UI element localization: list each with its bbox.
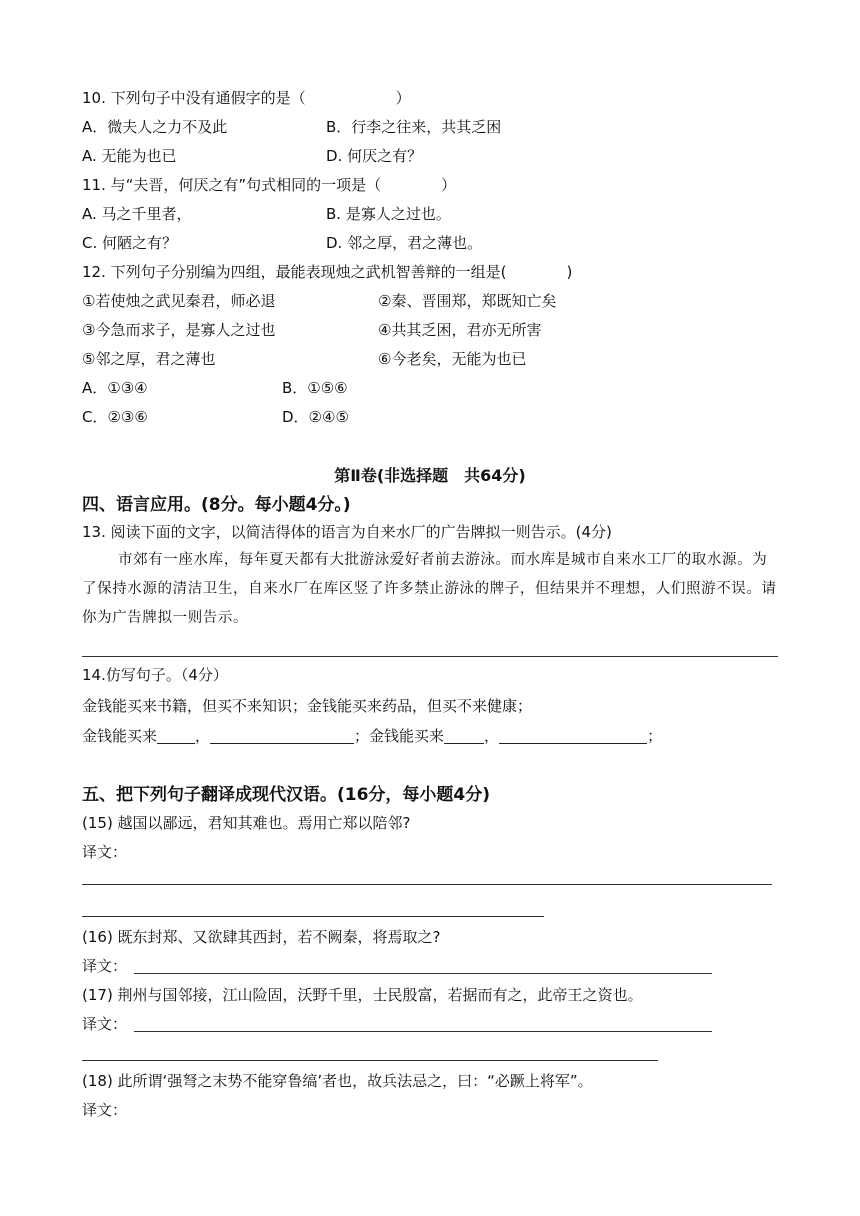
q10-option-c: A. 无能为也已 xyxy=(82,147,177,165)
q14-blank-3[interactable] xyxy=(444,728,484,744)
q10-stem: 10. 下列句子中没有通假字的是（ ） xyxy=(82,89,411,107)
q14-blank-4[interactable] xyxy=(499,728,647,744)
q14-fragment-3: ；金钱能买来 xyxy=(354,727,445,745)
q12-sentence-1: ①若使烛之武见秦君，师必退 xyxy=(82,292,276,310)
q18-translation-label: 译文： xyxy=(82,1101,128,1119)
q12-stem: 12. 下列句子分别编为四组，最能表现烛之武机智善辩的一组是( ) xyxy=(82,263,573,281)
q15-answer-line-2[interactable] xyxy=(82,916,544,917)
q17-answer-line-2[interactable] xyxy=(82,1060,658,1061)
q11-option-d: D. 邻之厚，君之薄也。 xyxy=(326,234,483,252)
q17-answer-line-1[interactable] xyxy=(134,1031,712,1032)
q11-option-a: A. 马之千里者， xyxy=(82,205,192,223)
q14-fragment-4: ， xyxy=(484,727,500,745)
q16-answer-line[interactable] xyxy=(134,973,712,974)
q12-sentence-5: ⑤邻之厚，君之薄也 xyxy=(82,350,216,368)
q10-option-b: B．行李之往来，共其乏困 xyxy=(326,118,502,136)
q11-stem: 11. 与“夫晋，何厌之有”句式相同的一项是（ ） xyxy=(82,176,457,194)
q10-option-d: D. 何厌之有？ xyxy=(326,147,423,165)
q14-fragment-1: 金钱能买来 xyxy=(82,727,158,745)
q13-passage: 市郊有一座水库，每年夏天都有大批游泳爱好者前去游泳。而水库是城市自来水工厂的取水源。为了保持水源的清洁卫生，自来水厂在库区竖了许多禁止游泳的牌子，但结果并不理想，人们照游不误。请你为广告牌拟一则告示。 xyxy=(82,552,777,626)
q18-stem: (18) 此所谓‘强弩之末势不能穿鲁缟’者也，故兵法忌之，曰：“必蹶上将军”。 xyxy=(82,1072,593,1090)
q12-sentence-2: ②秦、晋围郑，郑既知亡矣 xyxy=(378,292,557,310)
q12-option-b: B．①⑤⑥ xyxy=(282,379,348,397)
q15-translation-label: 译文： xyxy=(82,843,128,861)
q12-sentence-4: ④共其乏困，君亦无所害 xyxy=(378,321,542,339)
q14-blank-1[interactable] xyxy=(157,728,195,744)
q17-stem: (17) 荆州与国邻接，江山险固，沃野千里，士民殷富，若据而有之，此帝王之资也。 xyxy=(82,986,643,1004)
q16-stem: (16) 既东封郑、又欲肆其西封，若不阙秦，将焉取之? xyxy=(82,928,441,946)
q16-translation-label: 译文： xyxy=(82,957,128,975)
q14-blank-2[interactable] xyxy=(210,728,354,744)
q15-answer-line-1[interactable] xyxy=(82,884,772,885)
q11-option-b: B. 是寡人之过也。 xyxy=(326,205,451,223)
q11-option-c: C. 何陋之有？ xyxy=(82,234,178,252)
q12-sentence-6: ⑥今老矣，无能为也已 xyxy=(378,350,527,368)
q14-fill-line xyxy=(82,726,662,746)
section-5-title: 五、把下列句子翻译成现代汉语。(16分，每小题4分) xyxy=(82,785,491,805)
q12-sentence-3: ③今急而求子，是寡人之过也 xyxy=(82,321,276,339)
q13-stem: 13. 阅读下面的文字，以简洁得体的语言为自来水厂的广告牌拟一则告示。(4分) xyxy=(82,523,612,541)
q14-stem: 14.仿写句子。（4分） xyxy=(82,666,228,684)
q12-option-a: A．①③④ xyxy=(82,379,148,397)
part2-title: 第Ⅱ卷(非选择题 共64分) xyxy=(334,466,526,485)
q10-option-a: A．微夫人之力不及此 xyxy=(82,118,228,136)
q14-fragment-5: ； xyxy=(647,727,663,745)
q17-translation-label: 译文： xyxy=(82,1015,128,1033)
q13-answer-line xyxy=(82,656,778,657)
q15-stem: (15) 越国以鄙远，君知其难也。焉用亡郑以陪邻? xyxy=(82,814,411,832)
q12-option-d: D．②④⑤ xyxy=(282,408,349,426)
section-4-title: 四、语言应用。(8分。每小题4分。) xyxy=(82,495,351,515)
q12-option-c: C．②③⑥ xyxy=(82,408,148,426)
q14-fragment-2: ， xyxy=(195,727,211,745)
q14-example: 金钱能买来书籍，但买不来知识；金钱能买来药品，但买不来健康； xyxy=(82,697,533,715)
